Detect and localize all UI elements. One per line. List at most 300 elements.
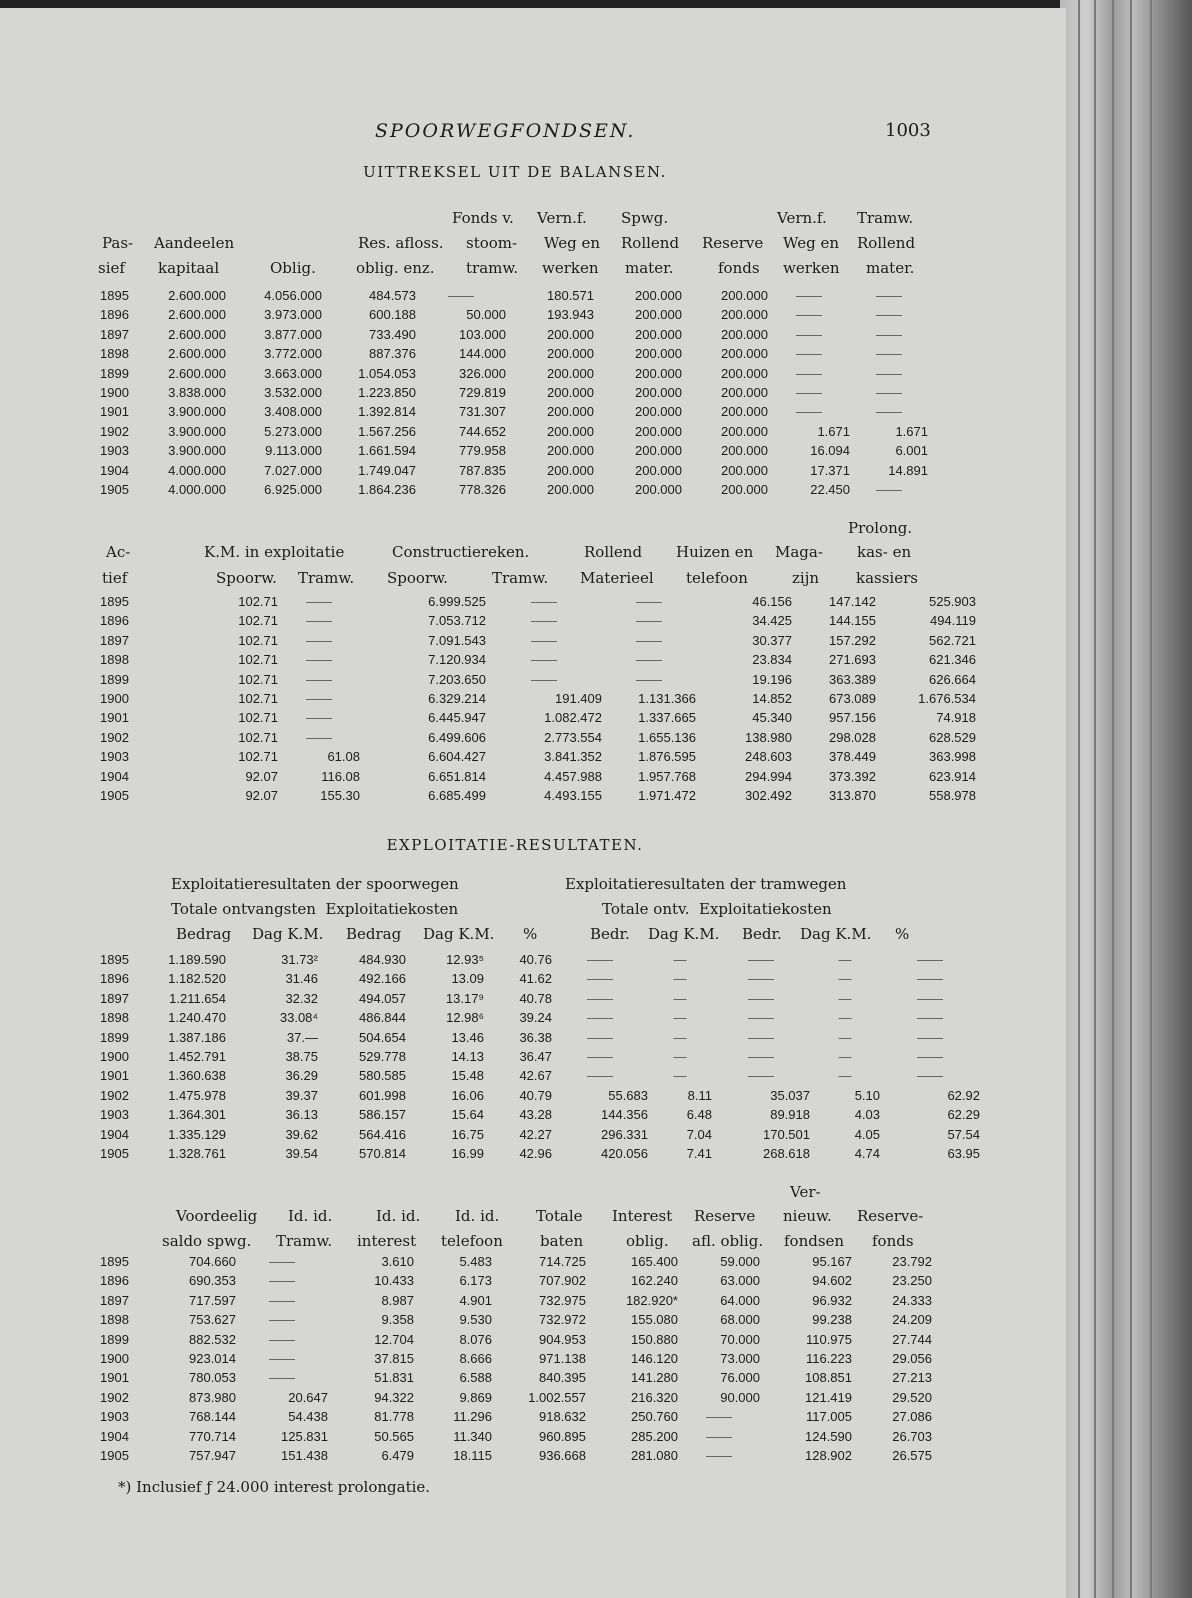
table-cell: ——: [876, 288, 902, 303]
table-row: [100, 1330, 932, 1349]
table-cell: 673.089: [829, 691, 876, 707]
table-cell: 50.565: [374, 1428, 414, 1444]
table-cell: 1.328.761: [168, 1146, 226, 1162]
table-cell: 494.057: [359, 990, 406, 1006]
table-cell: 38.75: [285, 1049, 318, 1065]
table-cell: 54.438: [288, 1409, 328, 1425]
table-cell: 3.532.000: [264, 385, 322, 401]
table-cell: 19.196: [752, 671, 792, 687]
table-cell: 200.000: [635, 482, 682, 498]
table-cell: 586.157: [359, 1107, 406, 1123]
table-cell: 768.144: [189, 1409, 236, 1425]
table-cell: 6.604.427: [428, 749, 486, 765]
book-page: [0, 8, 1066, 1598]
row-year: 1902: [100, 1087, 129, 1103]
table-cell: 102.71: [238, 691, 278, 707]
table-cell: 484.573: [369, 288, 416, 303]
table-cell: ——: [306, 710, 332, 726]
table-cell: 1.876.595: [638, 749, 696, 765]
table-cell: 601.998: [359, 1087, 406, 1103]
table-cell: 37.—: [286, 1029, 318, 1045]
table-cell: ——: [876, 482, 902, 498]
table-cell: 3.772.000: [264, 346, 322, 362]
table-cell: 1.211.654: [169, 990, 226, 1006]
table-cell: ——: [531, 652, 557, 668]
table-cell: 704.660: [189, 1254, 236, 1269]
table-cell: 200.000: [635, 462, 682, 478]
col-header: mater.: [866, 259, 915, 277]
page-number: 1003: [885, 120, 931, 141]
table-cell: ——: [748, 1049, 774, 1065]
row-year: 1897: [100, 1292, 129, 1308]
table-cell: —: [673, 1049, 687, 1065]
table-cell: 73.000: [720, 1351, 760, 1367]
table-cell: ——: [531, 594, 557, 609]
col-header: Constructiereken.: [392, 543, 530, 561]
col-header: tramw.: [466, 259, 519, 277]
table-row: [100, 786, 976, 805]
table-cell: 200.000: [721, 423, 768, 439]
table-row: [100, 1349, 932, 1368]
table-cell: 200.000: [547, 482, 594, 498]
table-cell: ——: [636, 613, 662, 629]
table-cell: 11.296: [453, 1409, 492, 1425]
col-header: Vern.f.: [777, 209, 827, 227]
col-header: interest: [357, 1232, 417, 1250]
table-cell: 27.086: [892, 1409, 932, 1425]
table-cell: 191.409: [555, 691, 602, 707]
table-cell: 15.64: [451, 1107, 484, 1123]
table-cell: 4.03: [854, 1107, 880, 1123]
row-year: 1899: [100, 1331, 129, 1347]
table-cell: —: [673, 1068, 687, 1084]
table-cell: 10.433: [374, 1273, 414, 1289]
table-cell: 30.377: [752, 632, 792, 648]
col-header: %: [523, 925, 538, 943]
table-cell: 63.95: [947, 1146, 980, 1162]
table-cell: ——: [706, 1448, 732, 1464]
table-cell: 170.501: [763, 1126, 810, 1142]
row-year: 1895: [100, 288, 129, 303]
table-cell: 504.654: [359, 1029, 406, 1045]
table-cell: 138.980: [745, 729, 792, 745]
table-cell: 68.000: [720, 1312, 760, 1328]
table-cell: 36.29: [285, 1068, 318, 1084]
table-cell: 157.292: [829, 632, 876, 648]
table-cell: 216.320: [631, 1389, 678, 1405]
col-header: Bedrag: [176, 925, 232, 943]
table-row: [100, 1252, 932, 1271]
table-cell: 6.588: [459, 1370, 492, 1386]
table-cell: 27.213: [892, 1370, 932, 1386]
table-cell: 125.831: [281, 1428, 328, 1444]
table-cell: 151.438: [281, 1448, 328, 1464]
row-year: 1898: [100, 1010, 129, 1026]
table-cell: 42.96: [519, 1146, 552, 1162]
table-row: [100, 989, 980, 1008]
table-cell: 24.333: [892, 1292, 932, 1308]
col-header: Dag K.M.: [648, 925, 720, 943]
table-cell: 36.38: [519, 1029, 552, 1045]
table-row: [100, 1125, 980, 1144]
table-cell: 74.918: [936, 710, 976, 726]
table-cell: 268.618: [763, 1146, 810, 1162]
col-header: Ac-: [106, 543, 131, 561]
table-cell: 626.664: [929, 671, 976, 687]
group-subheader: Totale ontv. Exploitatiekosten: [602, 900, 832, 918]
table-cell: 200.000: [721, 365, 768, 381]
table-cell: 200.000: [547, 404, 594, 420]
table-cell: 529.778: [359, 1049, 406, 1065]
table-cell: 165.400: [631, 1254, 678, 1269]
saldo-table: [100, 1252, 932, 1465]
table-cell: 200.000: [721, 346, 768, 362]
table-row: [100, 402, 928, 421]
table-cell: 36.47: [519, 1049, 552, 1065]
table-cell: ——: [748, 1010, 774, 1026]
table-cell: 1.567.256: [358, 423, 416, 439]
table-cell: ——: [917, 1010, 943, 1026]
table-cell: 200.000: [547, 346, 594, 362]
table-cell: ——: [269, 1312, 295, 1328]
table-cell: 271.693: [829, 652, 876, 668]
table-cell: 11.340: [453, 1428, 492, 1444]
table-cell: 5.273.000: [264, 423, 322, 439]
table-cell: 7.053.712: [428, 613, 486, 629]
table-cell: 95.167: [812, 1254, 852, 1269]
table-cell: 9.113.000: [265, 443, 322, 459]
table-cell: 600.188: [369, 307, 416, 323]
col-header: kas- en: [857, 543, 912, 561]
table-row: [100, 689, 976, 708]
table-cell: 1.661.594: [358, 443, 416, 459]
table-cell: 1.676.534: [918, 691, 976, 707]
table-cell: 13.46: [451, 1029, 484, 1045]
table-cell: 7.203.650: [428, 671, 486, 687]
col-header: Reserve: [694, 1207, 756, 1225]
table-cell: 155.30: [320, 788, 360, 804]
col-header: Bedr.: [590, 925, 630, 943]
table-cell: 14.891: [888, 462, 928, 478]
col-header: Maga-: [775, 543, 823, 561]
table-cell: 7.027.000: [264, 462, 322, 478]
table-cell: 1.452.791: [168, 1049, 226, 1065]
table-cell: 200.000: [547, 326, 594, 342]
table-cell: ——: [269, 1370, 295, 1386]
table-cell: 6.48: [686, 1107, 712, 1123]
table-cell: 94.602: [812, 1273, 852, 1289]
table-cell: 23.792: [892, 1254, 932, 1269]
col-header: Bedr.: [742, 925, 782, 943]
table-cell: 779.958: [459, 443, 506, 459]
table-cell: 3.838.000: [168, 385, 226, 401]
table-cell: ——: [587, 952, 613, 967]
table-cell: 731.307: [459, 404, 506, 420]
table-cell: 64.000: [720, 1292, 760, 1308]
table-cell: ——: [796, 346, 822, 362]
col-header: Weg en: [783, 234, 839, 252]
col-header: Prolong.: [848, 519, 913, 537]
table-cell: ——: [448, 288, 474, 303]
table-cell: 326.000: [459, 365, 506, 381]
col-header: Id. id.: [376, 1207, 421, 1225]
table-cell: ——: [269, 1331, 295, 1347]
row-year: 1903: [100, 1409, 129, 1425]
table-cell: 124.590: [805, 1428, 852, 1444]
table-cell: 714.725: [539, 1254, 586, 1269]
table-cell: 5.10: [854, 1087, 880, 1103]
table-cell: ——: [306, 691, 332, 707]
table-cell: 200.000: [635, 346, 682, 362]
col-header: telefoon: [441, 1232, 503, 1250]
table-cell: 363.389: [829, 671, 876, 687]
table-cell: 39.24: [519, 1010, 552, 1026]
table-cell: ——: [636, 594, 662, 609]
table-row: [100, 1368, 932, 1387]
table-cell: 155.080: [631, 1312, 678, 1328]
table-cell: ——: [531, 613, 557, 629]
row-year: 1904: [100, 768, 129, 784]
col-header: werken: [783, 259, 840, 277]
table-cell: 128.902: [805, 1448, 852, 1464]
col-header: telefoon: [686, 569, 748, 587]
table-cell: 103.000: [459, 326, 506, 342]
col-header: Weg en: [544, 234, 600, 252]
col-header: Pas-: [102, 234, 134, 252]
table-row: [100, 708, 976, 727]
table-row: [100, 480, 928, 499]
table-cell: 27.744: [892, 1331, 932, 1347]
table-row: [100, 1446, 932, 1465]
table-cell: 4.000.000: [168, 462, 226, 478]
table-cell: 494.119: [929, 613, 976, 629]
col-header: Interest: [612, 1207, 673, 1225]
table-cell: 363.998: [929, 749, 976, 765]
col-header: Aandeelen: [154, 234, 235, 252]
table-cell: 62.92: [947, 1087, 980, 1103]
table-row: [100, 950, 980, 969]
row-year: 1899: [100, 1029, 129, 1045]
table-cell: 116.08: [321, 768, 360, 784]
table-cell: 6.445.947: [428, 710, 486, 726]
col-header: Materieel: [580, 569, 654, 587]
table-cell: 313.870: [829, 788, 876, 804]
col-header: Fonds v.: [452, 209, 514, 227]
table-cell: 102.71: [238, 729, 278, 745]
table-cell: 6.925.000: [264, 482, 322, 498]
col-header: Rollend: [621, 234, 680, 252]
table-cell: 6.685.499: [428, 788, 486, 804]
row-year: 1902: [100, 423, 129, 439]
table-cell: 102.71: [238, 652, 278, 668]
table-cell: 1.082.472: [544, 710, 602, 726]
col-header: Tramw.: [276, 1232, 333, 1250]
col-header: Vern.f.: [537, 209, 587, 227]
table-cell: —: [838, 990, 852, 1006]
table-cell: 51.831: [374, 1370, 414, 1386]
table-cell: ——: [269, 1254, 295, 1269]
table-cell: 294.994: [745, 768, 792, 784]
table-cell: ——: [796, 307, 822, 323]
col-header: oblig. enz.: [356, 259, 435, 277]
table-cell: ——: [306, 632, 332, 648]
table-cell: 1.864.236: [358, 482, 416, 498]
col-header: saldo spwg.: [162, 1232, 252, 1250]
table-cell: ——: [706, 1409, 732, 1425]
row-year: 1901: [100, 1068, 129, 1084]
table-cell: ——: [876, 365, 902, 381]
table-cell: 971.138: [539, 1351, 586, 1367]
table-cell: 92.07: [245, 788, 278, 804]
table-row: [100, 1271, 932, 1290]
table-cell: 484.930: [359, 952, 406, 967]
table-cell: 90.000: [720, 1389, 760, 1405]
table-cell: 16.06: [451, 1087, 484, 1103]
table-cell: 17.371: [810, 462, 850, 478]
table-cell: 248.603: [745, 749, 792, 765]
table-cell: 24.209: [892, 1312, 932, 1328]
row-year: 1902: [100, 1389, 129, 1405]
table-cell: 26.575: [892, 1448, 932, 1464]
col-header: Bedrag: [346, 925, 402, 943]
table-cell: 873.980: [189, 1389, 236, 1405]
table-row: [100, 286, 928, 305]
table-cell: 558.978: [929, 788, 976, 804]
table-cell: ——: [748, 1068, 774, 1084]
table-cell: 34.425: [752, 613, 792, 629]
table-row: [100, 441, 928, 460]
table-cell: 623.914: [929, 768, 976, 784]
table-cell: ——: [917, 1049, 943, 1065]
table-row: [100, 1388, 932, 1407]
footnote: *) Inclusief ƒ 24.000 interest prolongatie.: [118, 1478, 431, 1496]
table-cell: ——: [269, 1351, 295, 1367]
table-cell: 1.189.590: [168, 952, 226, 967]
table-cell: 6.479: [381, 1448, 414, 1464]
table-cell: 200.000: [635, 307, 682, 323]
table-cell: 1.223.850: [358, 385, 416, 401]
table-cell: 16.094: [810, 443, 850, 459]
table-cell: 486.844: [359, 1010, 406, 1026]
col-header: tief: [102, 569, 128, 587]
table-cell: 200.000: [547, 443, 594, 459]
table-row: [100, 1310, 932, 1329]
table-cell: 1.002.557: [528, 1389, 586, 1405]
table-row: [100, 1407, 932, 1426]
table-cell: 420.056: [601, 1146, 648, 1162]
table-cell: 3.900.000: [168, 443, 226, 459]
table-cell: 144.155: [829, 613, 876, 629]
table-cell: 182.920*: [625, 1292, 678, 1308]
table-cell: 70.000: [720, 1331, 760, 1347]
table-cell: 39.54: [285, 1146, 318, 1162]
table-cell: ——: [636, 632, 662, 648]
table-cell: ——: [876, 326, 902, 342]
table-cell: 33.08⁴: [279, 1010, 318, 1026]
table-cell: 117.005: [805, 1409, 852, 1425]
row-year: 1901: [100, 710, 129, 726]
row-year: 1903: [100, 443, 129, 459]
table-cell: 200.000: [635, 326, 682, 342]
table-cell: ——: [796, 365, 822, 381]
table-cell: 23.250: [892, 1273, 932, 1289]
col-header: Reserve-: [857, 1207, 924, 1225]
table-cell: 780.053: [189, 1370, 236, 1386]
table-cell: 378.449: [829, 749, 876, 765]
table-cell: 3.900.000: [168, 423, 226, 439]
table-row: [100, 1427, 932, 1446]
table-cell: 882.532: [189, 1331, 236, 1347]
table-cell: 2.600.000: [168, 288, 226, 303]
table-cell: 200.000: [721, 482, 768, 498]
table-cell: 43.28: [519, 1107, 552, 1123]
table-cell: 39.37: [285, 1087, 318, 1103]
row-year: 1904: [100, 1428, 129, 1444]
table-cell: 200.000: [547, 423, 594, 439]
table-row: [100, 1066, 980, 1085]
table-cell: 7.091.543: [428, 632, 486, 648]
table-cell: —: [673, 1010, 687, 1026]
table-cell: 3.877.000: [264, 326, 322, 342]
table-cell: 150.880: [631, 1331, 678, 1347]
table-row: [100, 650, 976, 669]
col-header: Res. afloss.: [358, 234, 444, 252]
table-cell: ——: [796, 385, 822, 401]
table-cell: —: [838, 971, 852, 987]
table-cell: 200.000: [721, 385, 768, 401]
table-cell: ——: [306, 652, 332, 668]
col-header: Dag K.M.: [800, 925, 872, 943]
row-year: 1904: [100, 462, 129, 478]
row-year: 1900: [100, 691, 129, 707]
table-row: [100, 1105, 980, 1124]
table-cell: ——: [587, 1029, 613, 1045]
col-header: fondsen: [784, 1232, 845, 1250]
table-cell: 1.749.047: [358, 462, 416, 478]
table-cell: —: [838, 1029, 852, 1045]
col-header: Spoorw.: [216, 569, 277, 587]
table-cell: ——: [876, 307, 902, 323]
table-cell: 15.48: [451, 1068, 484, 1084]
row-year: 1898: [100, 652, 129, 668]
table-cell: 39.62: [285, 1126, 318, 1142]
table-cell: 936.668: [539, 1448, 586, 1464]
row-year: 1897: [100, 632, 129, 648]
col-header: Huizen en: [676, 543, 754, 561]
row-year: 1900: [100, 1049, 129, 1065]
table-cell: 18.115: [453, 1448, 492, 1464]
table-cell: 200.000: [635, 404, 682, 420]
table-cell: 36.13: [285, 1107, 318, 1123]
table-cell: 4.74: [854, 1146, 880, 1162]
table-cell: ——: [748, 971, 774, 987]
group-header: Exploitatieresultaten der tramwegen: [565, 875, 847, 893]
group-subheader: Totale ontvangsten Exploitatiekosten: [171, 900, 459, 918]
table-cell: 1.360.638: [168, 1068, 226, 1084]
table-cell: 690.353: [189, 1273, 236, 1289]
row-year: 1900: [100, 1351, 129, 1367]
table-cell: ——: [306, 671, 332, 687]
col-header: kapitaal: [158, 259, 220, 277]
col-header: fonds: [872, 1232, 914, 1250]
table-cell: 887.376: [369, 346, 416, 362]
table-cell: 200.000: [635, 385, 682, 401]
table-cell: 193.943: [547, 307, 594, 323]
table-cell: 31.73²: [281, 952, 318, 967]
col-header: Tramw.: [298, 569, 355, 587]
table-cell: 2.600.000: [168, 307, 226, 323]
table-cell: 250.760: [631, 1409, 678, 1425]
